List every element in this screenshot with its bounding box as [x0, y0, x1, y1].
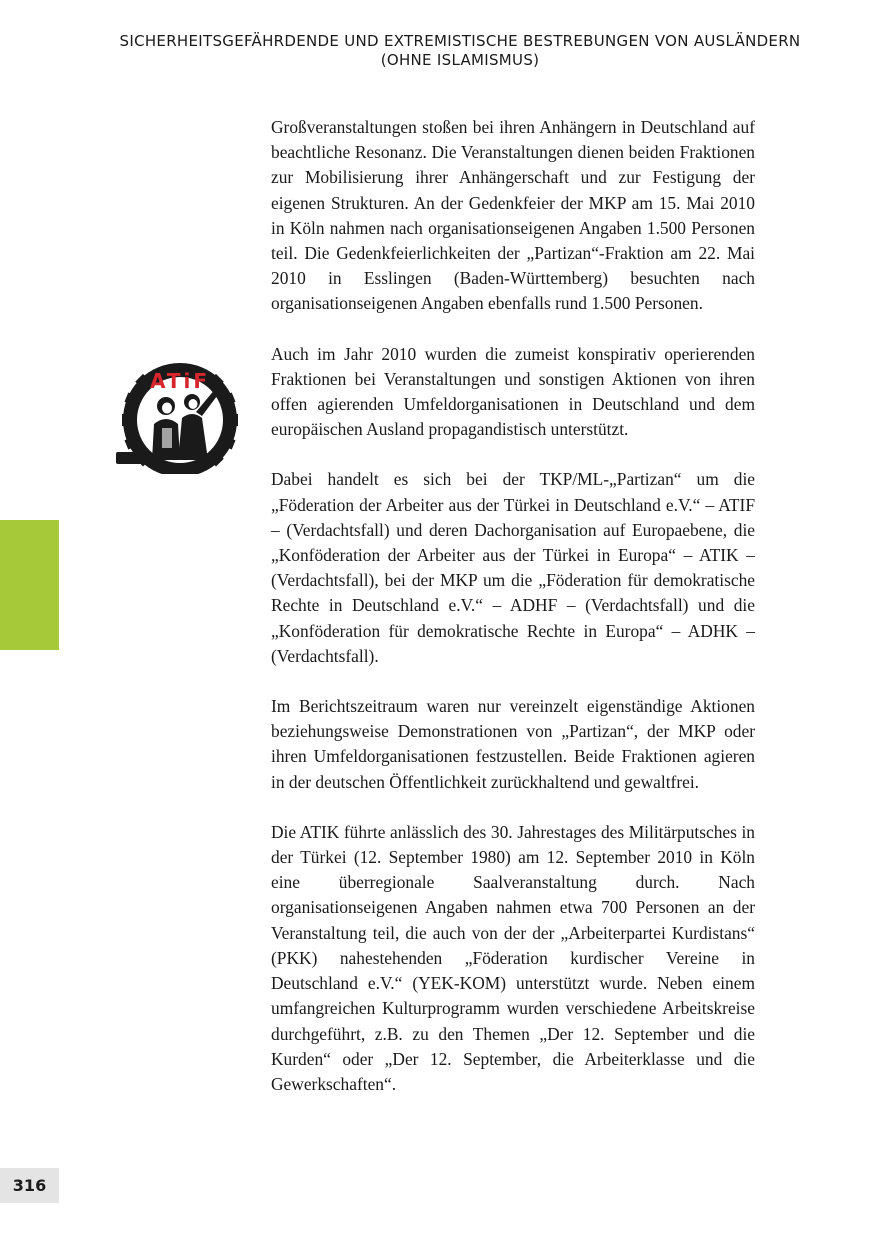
paragraph-4: Im Berichtszeitraum waren nur vereinzelt eigenständige Aktionen beziehungsweise Demonstrationen von „Partizan“, der MKP oder ihren Umfeldorganisationen festzustellen. Beide Fraktionen agieren in der deutschen Öffentlichkeit zurückhaltend und gewaltfrei.: [271, 696, 755, 792]
page-number: 316: [0, 1168, 59, 1203]
atif-logo-icon: [104, 362, 256, 474]
atif-logo-text: ATiF: [149, 369, 211, 393]
paragraph-3: Dabei handelt es sich bei der TKP/ML-„Partizan“ um die „Föderation der Arbeiter aus der Türkei in Deutschland e.V.“ – ATIF – (Verdachtsfall) und deren Dachorganisation auf Europaebene, die „Konföderation der Arbeiter aus der Türkei in Europa“ – ATIK – (Verdachtsfall), bei der MKP um die „Föderation für demokratische Rechte in Deutschland e.V.“ – ADHF – (Verdachtsfall) und die „Konföderation für demokratische Rechte in Europa“ – ADHK – (Verdachtsfall).: [271, 469, 755, 666]
running-header-line-1: SICHERHEITSGEFÄHRDENDE UND EXTREMISTISCHE BESTREBUNGEN VON AUSLÄNDERN: [119, 32, 801, 50]
paragraph-5: Die ATIK führte anlässlich des 30. Jahrestages des Militärputsches in der Türkei (12. September 1980) am 12. September 2010 in Köln eine überregionale Saalveranstaltung durch. Nach organisationseigenen Angaben nahmen etwa 700 Personen an der Veranstaltung teil, die auch von der der „Arbeiterpartei Kurdistans“ (PKK) nahestehenden „Föderation kurdischer Vereine in Deutschland e.V.“ (YEK-KOM) unterstützt wurde. Neben einem umfangreichen Kulturprogramm wurden verschiedene Arbeitskreise durchgeführt, z.B. zu den Themen „Der 12. September und die Kurden“ oder „Der 12. September, die Arbeiterklasse und die Gewerkschaften“.: [271, 821, 755, 1094]
chapter-marker-bar: [0, 520, 59, 650]
atif-logo: [104, 362, 256, 474]
running-header: [80, 32, 840, 70]
running-header-line-2: (OHNE ISLAMISMUS): [380, 51, 540, 69]
paragraph-1: Großveranstaltungen stoßen bei ihren Anhängern in Deutschland auf beachtliche Resonanz. Die Veranstaltungen dienen beiden Fraktionen zur Mobilisierung ihrer Anhängerschaft und zur Festigung der eigenen Strukturen. An der Gedenkfeier der MKP am 15. Mai 2010 in Köln nahmen nach organisationseigenen Angaben 1.500 Personen teil. Die Gedenkfeierlichkeiten der „Partizan“-Fraktion am 22. Mai 2010 in Esslingen (Baden-Württemberg) besuchten nach organisationseigenen Angaben ebenfalls rund 1.500 Personen.: [271, 117, 755, 314]
main-text: [271, 115, 755, 1122]
paragraph-2: Auch im Jahr 2010 wurden die zumeist konspirativ operierenden Fraktionen bei Veranstaltungen und sonstigen Aktionen von ihren offen agierenden Umfeldorganisationen in Deutschland und dem europäischen Ausland propagandistisch unterstützt.: [271, 343, 755, 440]
